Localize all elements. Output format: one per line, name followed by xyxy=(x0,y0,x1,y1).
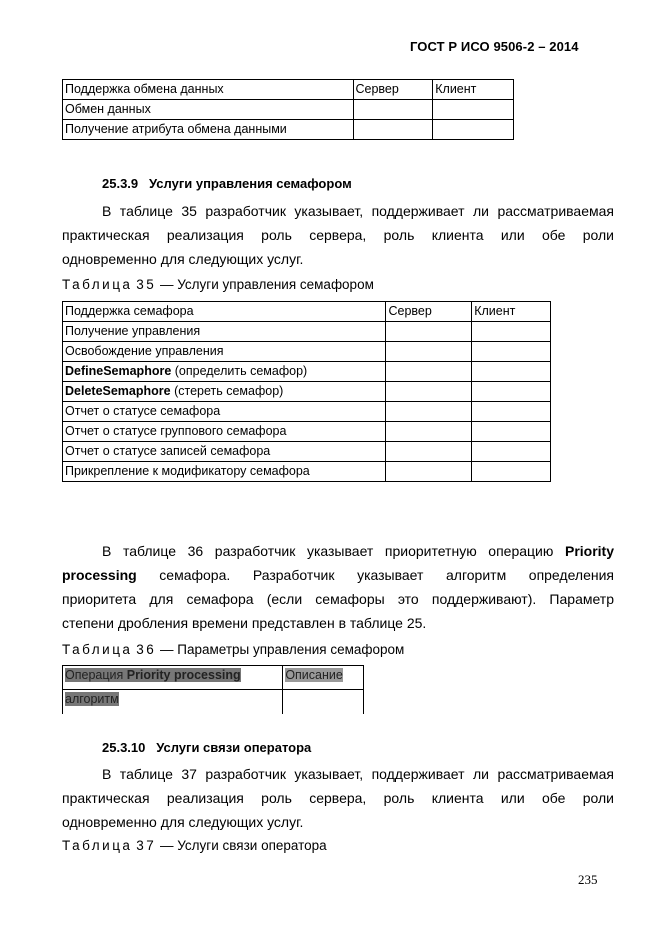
section-heading-25310: 25.3.10 Услуги связи оператора xyxy=(102,740,312,755)
table-header-cell: Операция Priority processing xyxy=(63,666,283,690)
table-cell: Освобождение управления xyxy=(63,342,386,362)
table-row xyxy=(63,382,551,402)
table-cell: алгоритм xyxy=(63,690,283,714)
table-cell: DeleteSemaphore (стереть семафор) xyxy=(63,382,386,402)
semaphore-parameters-table xyxy=(62,665,364,714)
table-header-cell: Описание xyxy=(283,666,364,690)
table-row xyxy=(63,442,551,462)
paragraph-line: практическая реализация роль сервера, роль клиента или обе роли xyxy=(62,227,614,243)
table-cell: DefineSemaphore (определить семафор) xyxy=(63,362,386,382)
table-cell xyxy=(433,120,514,140)
table-cell: Отчет о статусе группового семафора xyxy=(63,422,386,442)
table36-caption: Таблица 36 — Параметры управления семафором xyxy=(62,642,405,657)
semaphore-services-table xyxy=(62,301,551,482)
paragraph-line: В таблице 36 разработчик указывает приоритетную операцию Priority xyxy=(102,543,614,559)
table-cell xyxy=(283,690,364,714)
table-row xyxy=(63,362,551,382)
paragraph-line: степени дробления времени представлен в таблице 25. xyxy=(62,615,427,631)
paragraph-line: одновременно для следующих услуг. xyxy=(62,814,304,830)
table-header-cell: Клиент xyxy=(472,302,551,322)
table-row xyxy=(63,690,364,714)
table-cell: Получение управления xyxy=(63,322,386,342)
table-row xyxy=(63,120,514,140)
section-heading-2539: 25.3.9 Услуги управления семафором xyxy=(102,176,352,191)
paragraph-25310 xyxy=(62,762,614,834)
table-header-row xyxy=(63,666,364,690)
paragraph-line: В таблице 37 разработчик указывает, поддерживает ли рассматриваемая xyxy=(102,766,614,782)
table-header-cell: Поддержка семафора xyxy=(63,302,386,322)
paragraph-line: processing семафора. Разработчик указывает алгоритм определения xyxy=(62,567,614,583)
table-row xyxy=(63,422,551,442)
table-cell: Отчет о статусе записей семафора xyxy=(63,442,386,462)
table-row xyxy=(63,322,551,342)
table-header-cell: Сервер xyxy=(386,302,472,322)
table-cell: Отчет о статусе семафора xyxy=(63,402,386,422)
paragraph-line: В таблице 35 разработчик указывает, поддерживает ли рассматриваемая xyxy=(102,203,614,219)
table-header-row xyxy=(63,80,514,100)
table-cell xyxy=(433,100,514,120)
paragraph-table36 xyxy=(62,539,614,635)
table-row xyxy=(63,402,551,422)
table-cell: Получение атрибута обмена данными xyxy=(63,120,354,140)
table-row xyxy=(63,462,551,482)
paragraph-line: приоритета для семафора (если семафоры это поддерживают). Параметр xyxy=(62,591,614,607)
paragraph-line: одновременно для следующих услуг. xyxy=(62,251,304,267)
table-cell: Прикрепление к модификатору семафора xyxy=(63,462,386,482)
table37-caption: Таблица 37 — Услуги связи оператора xyxy=(62,838,327,853)
document-header: ГОСТ Р ИСО 9506-2 – 2014 xyxy=(410,39,579,54)
table-header-cell: Клиент xyxy=(433,80,514,100)
page-number: 235 xyxy=(578,872,598,887)
paragraph-2539 xyxy=(62,199,614,271)
table-cell: Обмен данных xyxy=(63,100,354,120)
table-row xyxy=(63,100,514,120)
data-exchange-table xyxy=(62,79,514,140)
table-header-cell: Поддержка обмена данных xyxy=(63,80,354,100)
table-header-row xyxy=(63,302,551,322)
table-cell xyxy=(353,120,433,140)
table35-caption: Таблица 35 — Услуги управления семафором xyxy=(62,277,374,292)
table-row xyxy=(63,342,551,362)
table-cell xyxy=(353,100,433,120)
paragraph-line: практическая реализация роль сервера, роль клиента или обе роли xyxy=(62,790,614,806)
table-header-cell: Сервер xyxy=(353,80,433,100)
